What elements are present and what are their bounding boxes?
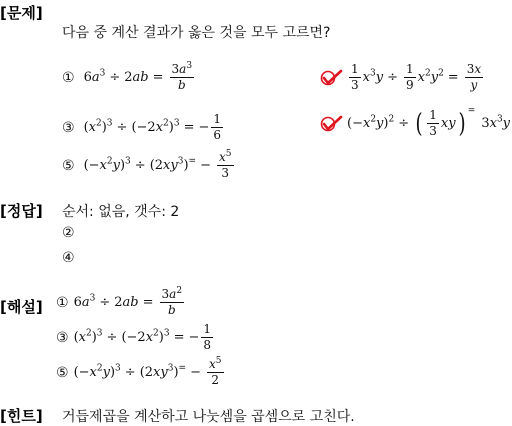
solution-label: [해설] <box>0 298 43 316</box>
answer-order-text: 순서: 없음, 갯수: 2 <box>62 204 180 220</box>
choice-1[interactable]: ① $6a^3$ ÷ 2ab = $\frac{3a^3}{b}$ <box>62 61 193 92</box>
question-text: 다음 중 계산 결과가 옳은 것을 모두 고르면? <box>62 25 331 41</box>
solution-5-mark: ⑤ <box>56 364 69 381</box>
choice-2[interactable]: $\frac{1}{3}$ $x^3y$ ÷ $\frac{1}{9}$ $x^2y^2$ = $\frac{3x}{y}$ <box>320 62 485 93</box>
answer-item-2: ④ <box>62 250 75 266</box>
answer-label: [정답] <box>0 202 43 220</box>
solution-3: ③ $(x^2)^3$ ÷ $(-2x^2)^3$ = − $\frac{1}{8}$ <box>56 322 212 352</box>
problem-label: [문제] <box>0 4 43 22</box>
solution-1-mark: ① <box>56 294 69 311</box>
solution-3-mark: ③ <box>56 329 69 346</box>
answer-item-1: ② <box>62 225 75 241</box>
choice-5[interactable]: ⑤ $(-x^2y)^3$ ÷ $(2xy^3)^=$ − $\frac{x^5}{3}$ <box>62 149 232 180</box>
choice-3[interactable]: ③ $(x^2)^3$ ÷ $(-2x^2)^3$ = − $\frac{1}{6}$ <box>62 112 222 142</box>
solution-1: ① $6a^3$ ÷ 2ab = $\frac{3a^2}{b}$ <box>56 286 183 317</box>
choice-5-mark: ⑤ <box>62 157 75 174</box>
choice-4[interactable]: $(-x^2y)^2$ ÷ ( $\frac{1}{3}$ xy ) = $3x^3y$ <box>320 108 510 139</box>
correct-check-icon <box>320 69 344 87</box>
solution-5: ⑤ $(-x^2y)^3$ ÷ $(2xy^3)^=$ − $\frac{x^5}{2}$ <box>56 356 222 387</box>
choice-3-mark: ③ <box>62 119 75 136</box>
hint-text: 거듭제곱을 계산하고 나눗셈을 곱셈으로 고친다. <box>62 409 355 425</box>
correct-check-icon <box>320 115 344 133</box>
choice-1-mark: ① <box>62 69 75 86</box>
hint-label: [힌트] <box>0 407 43 425</box>
